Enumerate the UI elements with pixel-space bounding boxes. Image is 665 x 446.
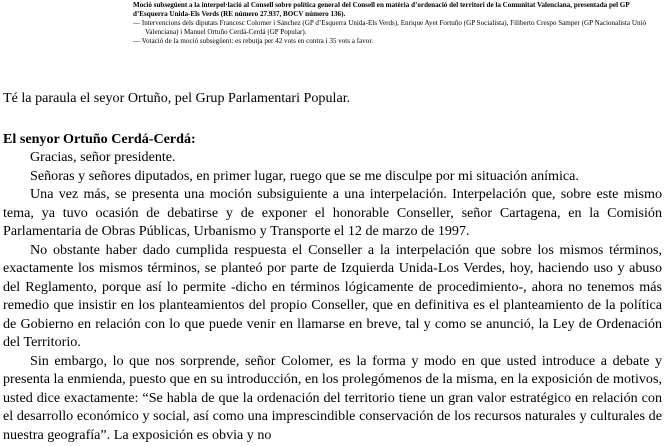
apology-paragraph: Señoras y señores diputados, en primer lugar, ruego que se me disculpe por mi situación anímica. bbox=[30, 167, 579, 184]
vote-result: — Votació de la moció subsegüent: es rebutja per 42 vots en contra i 35 vots a favor. bbox=[133, 37, 374, 45]
motion-title: Moció subsegüent a la interpel·lació al Consell sobre política general del Consell en matèria d’ordenació del territori de la Comunitat Valenciana, presentada pel GP d’Esquerra Unida-Els Verds (RE número 27.937, BOCV número 136). bbox=[133, 1, 630, 18]
speaker-heading: El senyor Ortuño Cerdá-Cerdá: bbox=[3, 130, 196, 147]
motion-context-paragraph: Una vez más, se presenta una moción subsiguiente a una interpelación. Interpelación que, sobre este mismo tema, ya tuvo ocasión de debatirse y de exponer el honorable Conseller, señor Cartagena, en la Comisión Parlamentaria de Obras Públicas, Urbanismo y Transporte el 12 de marzo de 1997. bbox=[3, 186, 662, 239]
chair-intro: Té la paraula el seyor Ortuño, pel Grup Parlamentari Popular. bbox=[3, 90, 351, 106]
greeting-paragraph: Gracias, señor presidente. bbox=[30, 149, 176, 165]
transcript-body bbox=[3, 89, 662, 444]
procedure-paragraph: No obstante haber dado cumplida respuesta el Conseller a la interpelación que sobre los mismos términos, exactamente los mismos términos, se planteó por parte de Izquierda Unida-Los Verdes, hoy, haciendo uso y abuso del Reglamento, porque así lo permite -dicho en términos lógicamente de procedimiento-, ahora no tenemos más remedio que insistir en los planteamientos del propio Conseller, que en definitiva es el planteamiento de la política de Gobierno en relación con lo que puede venir en llamarse en breve, tal y como se anunció, la Ley de Ordenación del Territorio. bbox=[3, 241, 662, 350]
interventions-list: — Intervencions dels diputats Francesc Colomer i Sánchez (GP d’Esquerra Unida-Els Verds), Enrique Ayet Fortuño (GP Socialista), Filiberto Crespo Samper (GP Nacionalista Unió Valenciana) i Manuel Ortuño Cerdá-Cerdá (GP Popular). bbox=[133, 19, 647, 36]
session-summary-header bbox=[133, 1, 661, 46]
critique-paragraph: Sin embargo, lo que nos sorprende, señor Colomer, es la forma y modo en que usted introduce a debate y presenta la enmienda, puesto que en su introducción, en los prolegómenos de la misma, en la exposición de motivos, usted dice exactamente: “Se habla de que la ordenación del territorio tiene un gran valor estratégico en relación con el desarrollo económico y social, así como una imprescindible conservación de los recursos naturales y culturales de nuestra geografía”. La exposición es obvia y no bbox=[3, 352, 662, 443]
